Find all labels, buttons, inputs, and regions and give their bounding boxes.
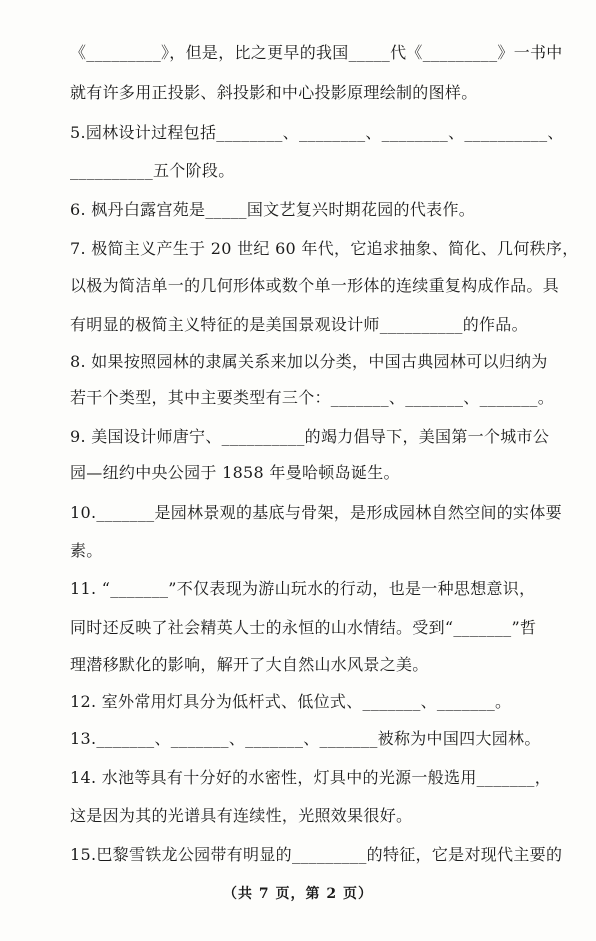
text-line: 以极为简洁单一的几何形体或数个单一形体的连续重复构成作品。具: [70, 276, 560, 295]
text-line: 《_________》，但是，比之更早的我国_____代《_________》一书中: [70, 43, 563, 62]
text-line: 8. 如果按照园林的隶属关系来加以分类，中国古典园林可以归纳为: [70, 352, 548, 371]
text-line: 有明显的极简主义特征的是美国景观设计师__________的作品。: [70, 315, 528, 334]
text-line: 素。: [70, 541, 103, 560]
text-line: 15.巴黎雪铁龙公园带有明显的_________的特征，它是对现代主要的: [70, 845, 563, 864]
text-line: 11. “_______”不仅表现为游山玩水的行动，也是一种思想意识，: [70, 579, 536, 598]
text-line: 7. 极简主义产生于 20 世纪 60 年代，它追求抽象、简化、几何秩序，: [70, 239, 579, 258]
page-footer: （共 7 页，第 2 页）: [223, 886, 373, 902]
text-line: 理潜移默化的影响，解开了大自然山水风景之美。: [70, 655, 429, 674]
text-line: 就有许多用正投影、斜投影和中心投影原理绘制的图样。: [70, 83, 478, 102]
text-line: 同时还反映了社会精英人士的永恒的山水情结。受到“_______”哲: [70, 618, 537, 637]
text-line: 5.园林设计过程包括________、________、________、__________、: [70, 123, 564, 142]
text-line: 14. 水池等具有十分好的水密性，灯具中的光源一般选用_______，: [70, 768, 552, 787]
text-line: 13._______、_______、_______、_______被称为中国四大园林。: [70, 729, 541, 748]
text-line: 9. 美国设计师唐宁、__________的竭力倡导下，美国第一个城市公: [70, 427, 550, 446]
text-line: 若干个类型，其中主要类型有三个：_______、_______、_______。: [70, 388, 555, 407]
text-line: 园—纽约中央公园于 1858 年曼哈顿岛诞生。: [70, 463, 400, 482]
text-line: __________五个阶段。: [70, 161, 235, 180]
text-line: 10._______是园林景观的基底与骨架，是形成园林自然空间的实体要: [70, 503, 562, 522]
text-line: 6. 枫丹白露宫苑是_____国文艺复兴时期花园的代表作。: [70, 200, 476, 219]
text-line: 这是因为其的光谱具有连续性，光照效果很好。: [70, 806, 413, 825]
text-line: 12. 室外常用灯具分为低杆式、低位式、_______、_______。: [70, 692, 512, 711]
